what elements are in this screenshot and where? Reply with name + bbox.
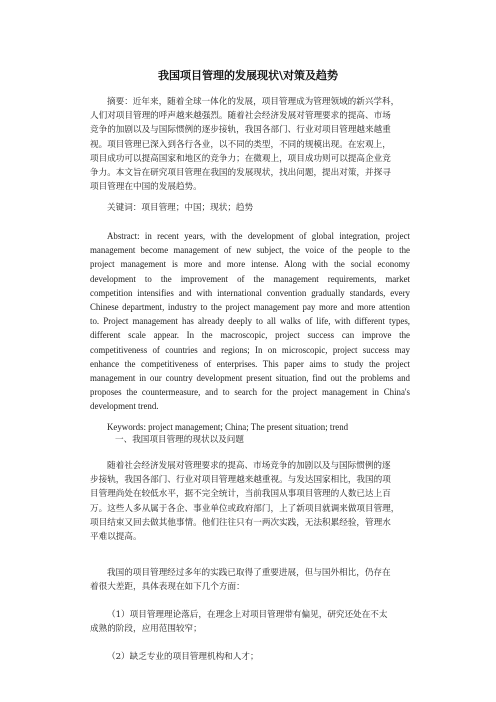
abstract-en-line: Abstract: in recent years, with the development of global integration, project xyxy=(107,231,410,241)
abstract-en-line: management in our country development present situation, find out the problems and xyxy=(90,373,410,384)
abstract-en xyxy=(90,229,410,414)
paragraph-line: 万。这些人多从属于各企、事业单位或政府部门，上了新项目就调来做项目管理， xyxy=(90,503,400,514)
keywords-cn-text: 关键词：项目管理；中国；现状；趋势 xyxy=(107,203,254,213)
abstract-en-line: different scale appear. In the macroscopic, project success can improve the xyxy=(90,330,410,341)
keywords-en-text: Keywords: project management; China; The present situation; trend xyxy=(107,422,349,432)
paragraph-2 xyxy=(90,566,410,594)
paragraph-line: 平难以提高。 xyxy=(90,532,142,543)
abstract-en-line: enhance the competitiveness of enterprises. This paper aims to study the project xyxy=(90,358,410,369)
abstract-en-line: management become management of new subject, the voice of the people to the xyxy=(90,245,410,256)
list-item-line: 成熟的阶段，应用范围较窄； xyxy=(90,624,202,635)
document-title: 我国项目管理的发展现状\对策及趋势 xyxy=(157,69,339,82)
abstract-en-line: competitiveness of countries and regions; In on microscopic, project success may xyxy=(90,344,410,355)
section-1-heading: 一、我国项目管理的现状以及问题 xyxy=(115,435,244,445)
paragraph-line: 项目结束又回去做其他事情。他们往往只有一两次实践，无法积累经验，管理水 xyxy=(90,517,391,528)
keywords-cn xyxy=(90,201,410,215)
abstract-en-line: project management is more and more intense. Along with the social economy xyxy=(90,259,410,270)
abstract-en-line: development trend. xyxy=(90,401,159,412)
paragraph-1 xyxy=(90,459,410,544)
abstract-en-line: to. Project management has already deeply to all walks of life, with different types, xyxy=(90,316,410,327)
abstract-cn-line: 项目管理在中国的发展趋势。 xyxy=(90,182,202,193)
abstract-cn-line: 项目成功可以提高国家和地区的竞争力；在微观上，项目成功则可以提高企业竞 xyxy=(90,153,391,164)
list-item-1 xyxy=(90,608,410,636)
abstract-en-line: Chinese department, industry to the project management pay more and more attention xyxy=(90,302,410,313)
abstract-en-line: proposes the countermeasure, and to search for the project management in China's xyxy=(90,387,410,398)
paragraph-line: 随着社会经济发展对管理要求的提高、市场竞争的加剧以及与国际惯例的逐 xyxy=(107,461,391,471)
list-item-2 xyxy=(90,650,410,664)
abstract-en-line: competition intensifies and with international convention gradually standards, every xyxy=(90,287,410,298)
paragraph-line: 着很大差距，具体表现在如下几个方面： xyxy=(90,582,245,593)
abstract-cn-line: 摘要：近年来，随着全球一体化的发展，项目管理成为管理领域的新兴学科， xyxy=(107,97,400,107)
abstract-cn-line: 争力。本文旨在研究项目管理在我国的发展现状，找出问题，提出对策，并探寻 xyxy=(90,168,391,179)
abstract-cn-line: 竞争的加剧以及与国际惯例的逐步接轨，我国各部门、行业对项目管理越来越重 xyxy=(90,125,391,136)
paragraph-line: 步接轨，我国各部门、行业对项目管理越来越重视。与发达国家相比，我国的项 xyxy=(90,475,391,486)
paragraph-line: 目管理尚处在较低水平，据不完全统计，当前我国从事项目管理的人数已达上百 xyxy=(90,489,391,500)
section-heading xyxy=(90,433,410,447)
abstract-en-line: development to the improvement of the management requirements, market xyxy=(90,273,410,284)
paragraph-line: 我国的项目管理经过多年的实践已取得了重要进展，但与国外相比，仍存在 xyxy=(107,568,391,578)
abstract-cn-line: 视。项目管理已深入到各行各业，以不同的类型，不同的规模出现。在宏观上， xyxy=(90,139,391,150)
list-item-line: （1）项目管理理论落后，在理念上对项目管理带有偏见，研究还处在不太 xyxy=(107,610,388,620)
abstract-cn xyxy=(90,95,410,194)
abstract-cn-line: 人们对项目管理的呼声越来越强烈。随着社会经济发展对管理要求的提高、市场 xyxy=(90,111,391,122)
list-item-line: （2）缺乏专业的项目管理机构和人才； xyxy=(107,652,259,662)
